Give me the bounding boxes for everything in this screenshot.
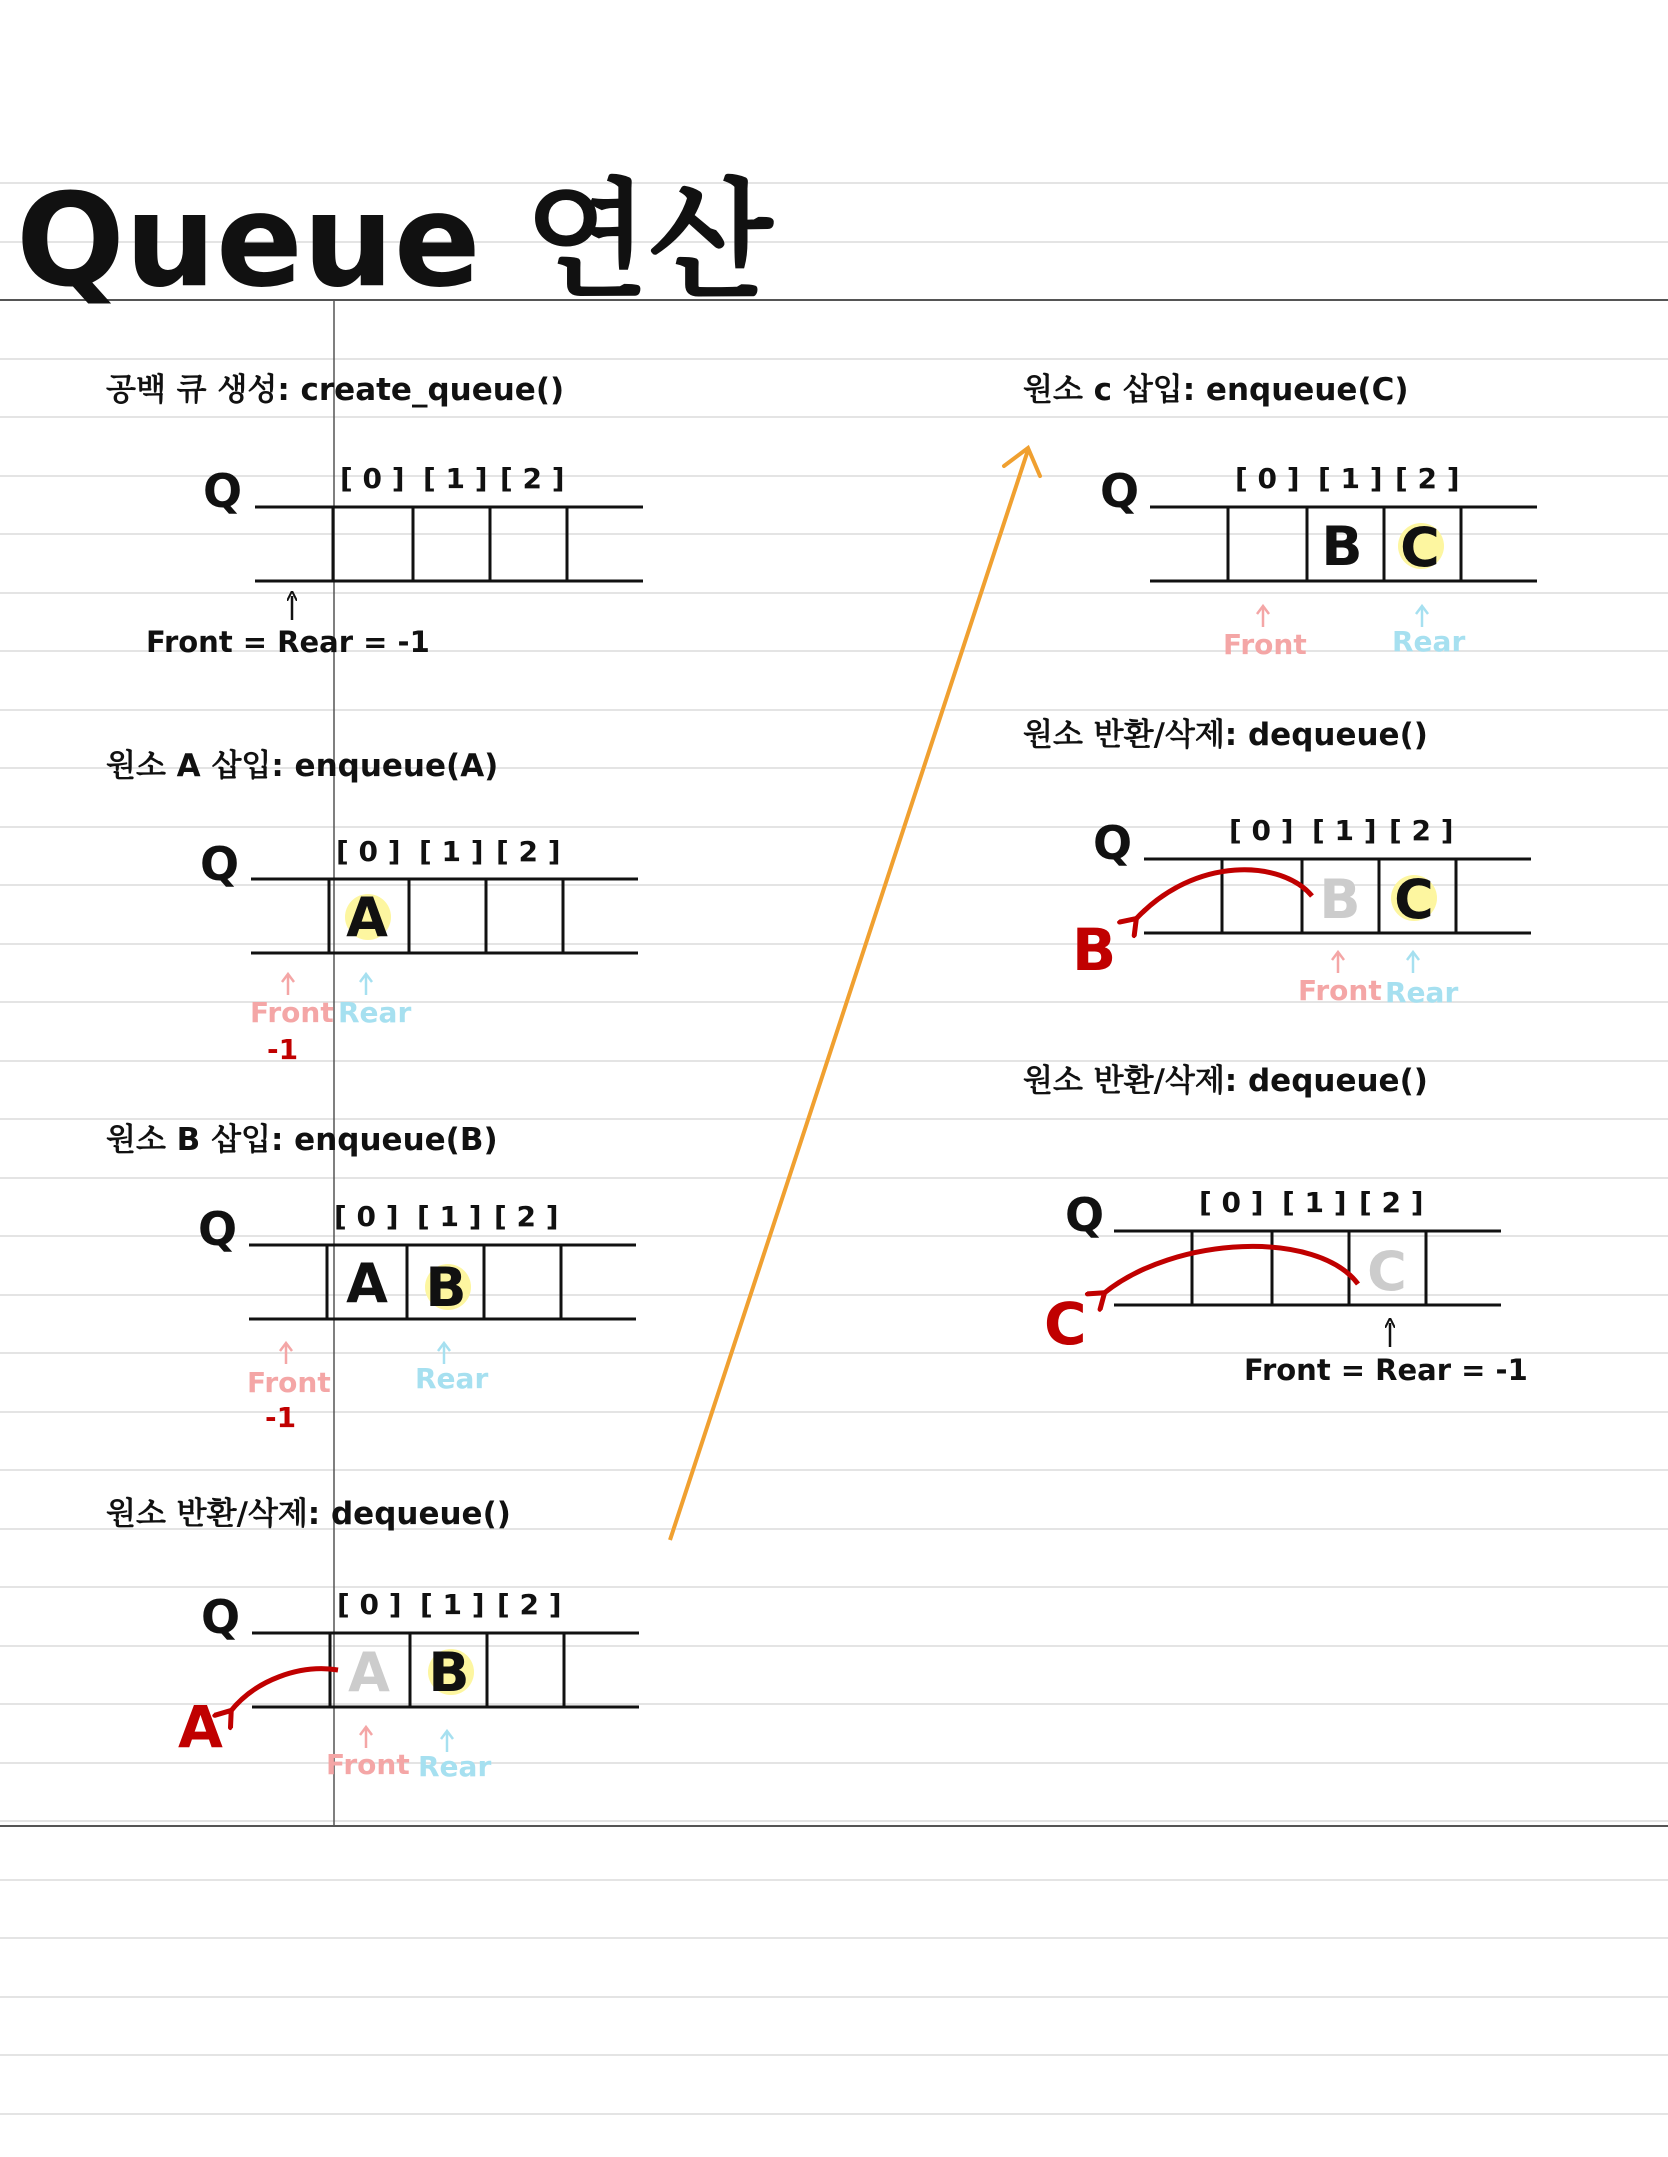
front-label: Front <box>1298 974 1382 1007</box>
panel-caption: 공백 큐 생성: create_queue() <box>106 372 565 408</box>
pointer-label: Front = Rear = -1 <box>146 625 430 659</box>
queue-cell-value: B <box>1321 515 1363 578</box>
rear-label: Rear <box>338 996 412 1029</box>
queue-cell-value: B <box>425 1256 467 1319</box>
queue-label: Q <box>1065 1188 1105 1242</box>
front-value: -1 <box>265 1401 297 1434</box>
page-title: Queue 연산 <box>16 167 773 316</box>
pointer-label: Front = Rear = -1 <box>1244 1353 1528 1387</box>
index-label: [ 2 ] <box>500 462 565 495</box>
removed-value: A <box>178 1693 223 1761</box>
panel-dequeue-b <box>1023 717 1531 1009</box>
rear-label: Rear <box>418 1750 492 1783</box>
index-label: [ 0 ] <box>1199 1186 1264 1219</box>
panel-enqueue-b <box>106 1122 636 1434</box>
panel-enqueue-a <box>106 748 638 1066</box>
front-value: -1 <box>267 1033 299 1066</box>
index-label: [ 2 ] <box>497 1588 562 1621</box>
queue-cell-value-removed: B <box>1319 868 1361 931</box>
index-label: [ 2 ] <box>1389 814 1454 847</box>
index-label: [ 0 ] <box>1229 814 1294 847</box>
panel-caption: 원소 반환/삭제: dequeue() <box>106 1496 511 1532</box>
front-label: Front <box>250 996 334 1029</box>
queue-cell-value: A <box>346 886 388 949</box>
index-label: [ 0 ] <box>340 462 405 495</box>
index-label: [ 2 ] <box>494 1200 559 1233</box>
rear-label: Rear <box>1392 625 1466 658</box>
removed-value: C <box>1044 1290 1087 1358</box>
queue-label: Q <box>1100 464 1140 518</box>
index-label: [ 2 ] <box>1395 462 1460 495</box>
rear-label: Rear <box>1385 976 1459 1009</box>
panel-caption: 원소 B 삽입: enqueue(B) <box>106 1122 498 1158</box>
panel-caption: 원소 반환/삭제: dequeue() <box>1023 1063 1428 1099</box>
panel-caption: 원소 반환/삭제: dequeue() <box>1023 717 1428 753</box>
panel-dequeue-c <box>1023 1063 1528 1387</box>
flow-arrow <box>670 450 1028 1540</box>
index-label: [ 1 ] <box>1312 814 1377 847</box>
index-label: [ 0 ] <box>1235 462 1300 495</box>
index-label: [ 0 ] <box>334 1200 399 1233</box>
index-label: [ 1 ] <box>420 1588 485 1621</box>
index-label: [ 1 ] <box>1318 462 1383 495</box>
removed-arrow <box>1103 1246 1358 1294</box>
queue-label: Q <box>203 464 243 518</box>
queue-label: Q <box>201 1590 241 1644</box>
front-label: Front <box>247 1366 331 1399</box>
queue-cell-value-removed: A <box>348 1641 390 1704</box>
panel-caption: 원소 c 삽입: enqueue(C) <box>1023 372 1409 408</box>
front-label: Front <box>1223 628 1307 661</box>
panel-enqueue-c <box>1023 372 1537 661</box>
panel-caption: 원소 A 삽입: enqueue(A) <box>106 748 499 784</box>
queue-cell-value-removed: C <box>1367 1240 1407 1303</box>
panel-create-queue <box>106 372 643 659</box>
panel-dequeue-a <box>106 1496 639 1783</box>
front-label: Front <box>326 1748 410 1781</box>
index-label: [ 0 ] <box>336 835 401 868</box>
queue-cell-value: A <box>346 1252 388 1315</box>
index-label: [ 1 ] <box>417 1200 482 1233</box>
queue-cell-value: C <box>1394 868 1434 931</box>
index-label: [ 2 ] <box>1359 1186 1424 1219</box>
queue-label: Q <box>1093 816 1133 870</box>
index-label: [ 0 ] <box>337 1588 402 1621</box>
index-label: [ 1 ] <box>419 835 484 868</box>
index-label: [ 2 ] <box>496 835 561 868</box>
queue-cell-value: B <box>428 1641 470 1704</box>
index-label: [ 1 ] <box>423 462 488 495</box>
index-label: [ 1 ] <box>1282 1186 1347 1219</box>
removed-value: B <box>1072 916 1117 984</box>
rear-label: Rear <box>415 1362 489 1395</box>
queue-cell-value: C <box>1400 516 1440 579</box>
queue-label: Q <box>198 1202 238 1256</box>
queue-label: Q <box>200 837 240 891</box>
